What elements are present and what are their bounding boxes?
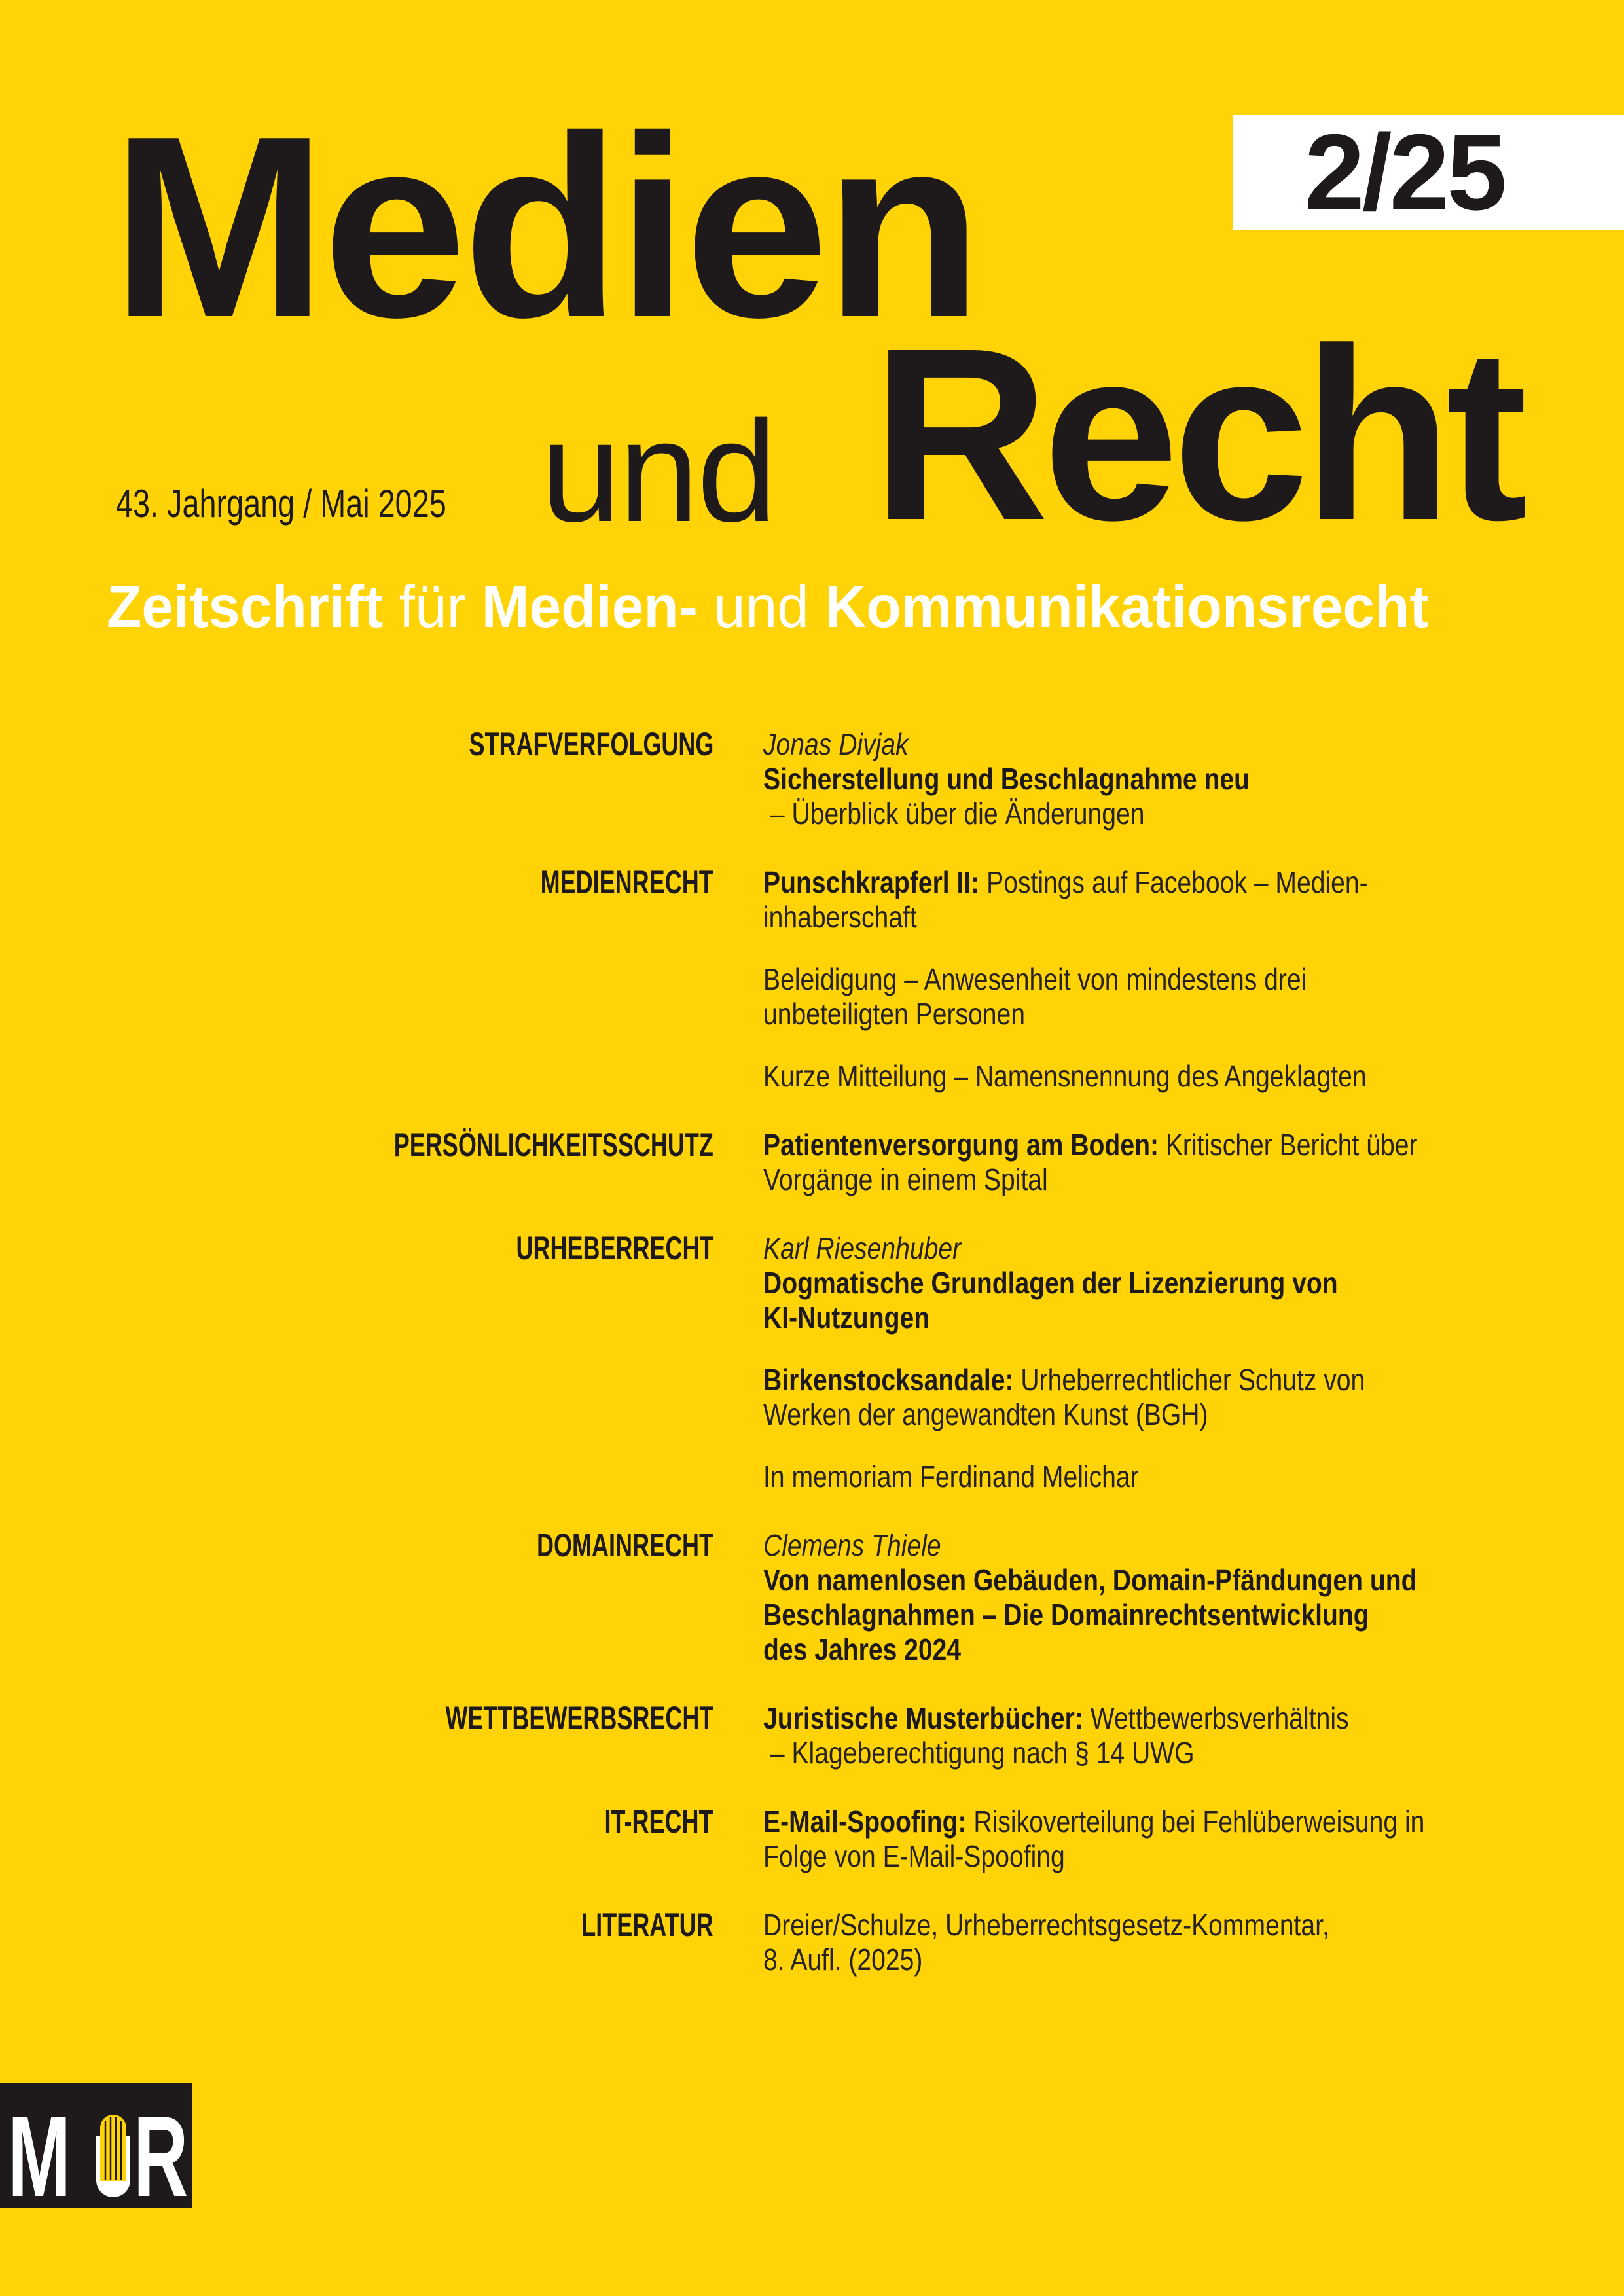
toc-item-line [763, 997, 1495, 1031]
toc-item [763, 865, 1495, 935]
toc-line-text: Folge von E-Mail-Spoofing [763, 1839, 1065, 1873]
toc-item-line [763, 797, 1495, 831]
toc-item-line [763, 1563, 1495, 1598]
toc-line-bold-lead: des Jahres 2024 [763, 1632, 962, 1666]
toc-section [0, 865, 1624, 1094]
toc-section-content [763, 1804, 1495, 1874]
toc-category [0, 1908, 713, 1977]
toc-category [0, 1128, 713, 1197]
toc-category [0, 727, 713, 831]
logo-book-pages [100, 2115, 126, 2181]
toc-line-bold-lead: Von namenlosen Gebäuden, Domain-Pfändungen und [763, 1563, 1417, 1597]
toc-item-line [763, 962, 1495, 997]
toc-section-content [763, 727, 1495, 831]
toc-category [0, 1701, 713, 1770]
subtitle-part: Kommunikationsrecht [825, 574, 1429, 640]
toc-category [0, 1528, 713, 1667]
toc-item [763, 1128, 1495, 1197]
logo-letter-r: R [134, 2093, 189, 2208]
toc-section [0, 727, 1624, 831]
toc-item-line [763, 762, 1495, 797]
subtitle-part: Medien- [481, 574, 698, 640]
toc-line-bold-lead: Dogmatische Grundlagen der Lizenzierung von [763, 1266, 1338, 1300]
volume-date: 43. Jahrgang / Mai 2025 [116, 482, 446, 526]
issue-number: 2/25 [1305, 112, 1505, 232]
toc-section-content [763, 1701, 1495, 1770]
toc-item-line [763, 1804, 1495, 1839]
masthead-title-recht: Recht [872, 298, 1521, 571]
toc-line-text: unbeteiligten Personen [763, 997, 1026, 1031]
toc-section [0, 1231, 1624, 1494]
toc-item-line [763, 1162, 1495, 1197]
toc-item-line [763, 865, 1495, 900]
toc-line-text: Kritischer Bericht über [1158, 1128, 1418, 1162]
toc-section-content [763, 1231, 1495, 1494]
toc-item-line [763, 1598, 1495, 1632]
toc-item [763, 1528, 1495, 1667]
toc-item-line [763, 1128, 1495, 1162]
toc-item [763, 1460, 1495, 1494]
toc-section [0, 1804, 1624, 1874]
toc-category [0, 1231, 713, 1494]
toc-item-line [763, 1943, 1495, 1977]
toc-category-label: IT-RECHT [605, 1803, 713, 1840]
table-of-contents [0, 727, 1624, 2011]
logo-letter-m: M [8, 2093, 71, 2208]
toc-item-line [763, 1736, 1495, 1770]
toc-line-text: 8. Aufl. (2025) [763, 1943, 923, 1977]
toc-line-text: Beleidigung – Anwesenheit von mindestens drei [763, 962, 1307, 996]
toc-line-text: Risikoverteilung bei Fehlüberweisung in [966, 1804, 1425, 1839]
issue-box [1233, 112, 1624, 232]
toc-item [763, 727, 1495, 831]
toc-category-label: URHEBERRECHT [515, 1230, 713, 1266]
toc-line-bold-lead: KI-Nutzungen [763, 1300, 930, 1335]
toc-line-text: Kurze Mitteilung – Namensnennung des Angeklagten [763, 1059, 1367, 1093]
toc-line-bold-lead: Sicherstellung und Beschlagnahme neu [763, 762, 1250, 796]
toc-line-text: Urheberrechtlicher Schutz von [1013, 1363, 1365, 1397]
magazine-subtitle [107, 574, 1429, 640]
toc-section [0, 1908, 1624, 1977]
toc-line-bold-lead: E-Mail-Spoofing: [763, 1804, 967, 1839]
toc-section-content [763, 1908, 1495, 1977]
toc-item [763, 1231, 1495, 1335]
subtitle-part: für [383, 574, 482, 640]
toc-section [0, 1701, 1624, 1770]
toc-line-bold-lead: Juristische Musterbücher: [763, 1701, 1083, 1735]
toc-line-text: Werken der angewandten Kunst (BGH) [763, 1397, 1208, 1431]
toc-item-line [763, 900, 1495, 935]
logo-book-u-icon [90, 2083, 136, 2197]
toc-item-author: Karl Riesenhuber [763, 1231, 962, 1265]
toc-item-line [763, 1460, 1495, 1494]
toc-item [763, 1701, 1495, 1770]
toc-item-author: Jonas Divjak [763, 727, 909, 761]
toc-item [763, 962, 1495, 1031]
toc-item-line [763, 1059, 1495, 1094]
toc-section [0, 1128, 1624, 1197]
toc-item [763, 1908, 1495, 1977]
toc-item-line [763, 1701, 1495, 1736]
toc-item [763, 1059, 1495, 1094]
toc-line-text: Postings auf Facebook – Medien- [979, 865, 1368, 899]
toc-item-line [763, 1632, 1495, 1667]
toc-category [0, 1804, 713, 1874]
toc-line-bold-lead: Patientenversorgung am Boden: [763, 1128, 1159, 1162]
toc-section [0, 1528, 1624, 1667]
masthead-title-und: und [541, 391, 776, 552]
subtitle-part: und [697, 574, 825, 640]
toc-line-text: In memoriam Ferdinand Melichar [763, 1460, 1139, 1494]
toc-item-line [763, 1908, 1495, 1943]
toc-item [763, 1804, 1495, 1874]
toc-item-line [763, 1397, 1495, 1432]
toc-item-author: Clemens Thiele [763, 1528, 941, 1562]
toc-category-label: DOMAINRECHT [537, 1527, 713, 1564]
toc-category-label: WETTBEWERBSRECHT [445, 1700, 713, 1736]
toc-line-text: Dreier/Schulze, Urheberrechtsgesetz-Kommentar, [763, 1908, 1329, 1942]
publisher-logo-mur [0, 2083, 192, 2208]
subtitle-part: Zeitschrift [107, 574, 384, 640]
toc-category-label: PERSÖNLICHKEITSSCHUTZ [393, 1126, 713, 1163]
toc-item [763, 1363, 1495, 1432]
toc-line-text: – Klageberechtigung nach § 14 UWG [763, 1736, 1195, 1770]
toc-section-content [763, 1528, 1495, 1667]
toc-section-content [763, 865, 1495, 1094]
toc-line-bold-lead: Punschkrapferl II: [763, 865, 980, 899]
toc-category-label: MEDIENRECHT [540, 864, 713, 901]
toc-category-label: STRAFVERFOLGUNG [469, 726, 713, 762]
masthead-title-medien: Medien [111, 82, 979, 371]
toc-category [0, 865, 713, 1094]
toc-item-line [763, 1266, 1495, 1300]
toc-line-bold-lead: Birkenstocksandale: [763, 1363, 1014, 1397]
toc-category-label: LITERATUR [581, 1907, 713, 1943]
toc-item-line [763, 1839, 1495, 1874]
toc-line-text: Vorgänge in einem Spital [763, 1162, 1048, 1196]
toc-line-text: – Überblick über die Änderungen [763, 797, 1145, 831]
toc-item-line [763, 1300, 1495, 1335]
toc-item-line [763, 1363, 1495, 1397]
toc-section-content [763, 1128, 1495, 1197]
toc-line-text: Wettbewerbsverhältnis [1083, 1701, 1349, 1735]
toc-line-text: inhaberschaft [763, 900, 917, 934]
toc-line-bold-lead: Beschlagnahmen – Die Domainrechtsentwicklung [763, 1598, 1369, 1632]
